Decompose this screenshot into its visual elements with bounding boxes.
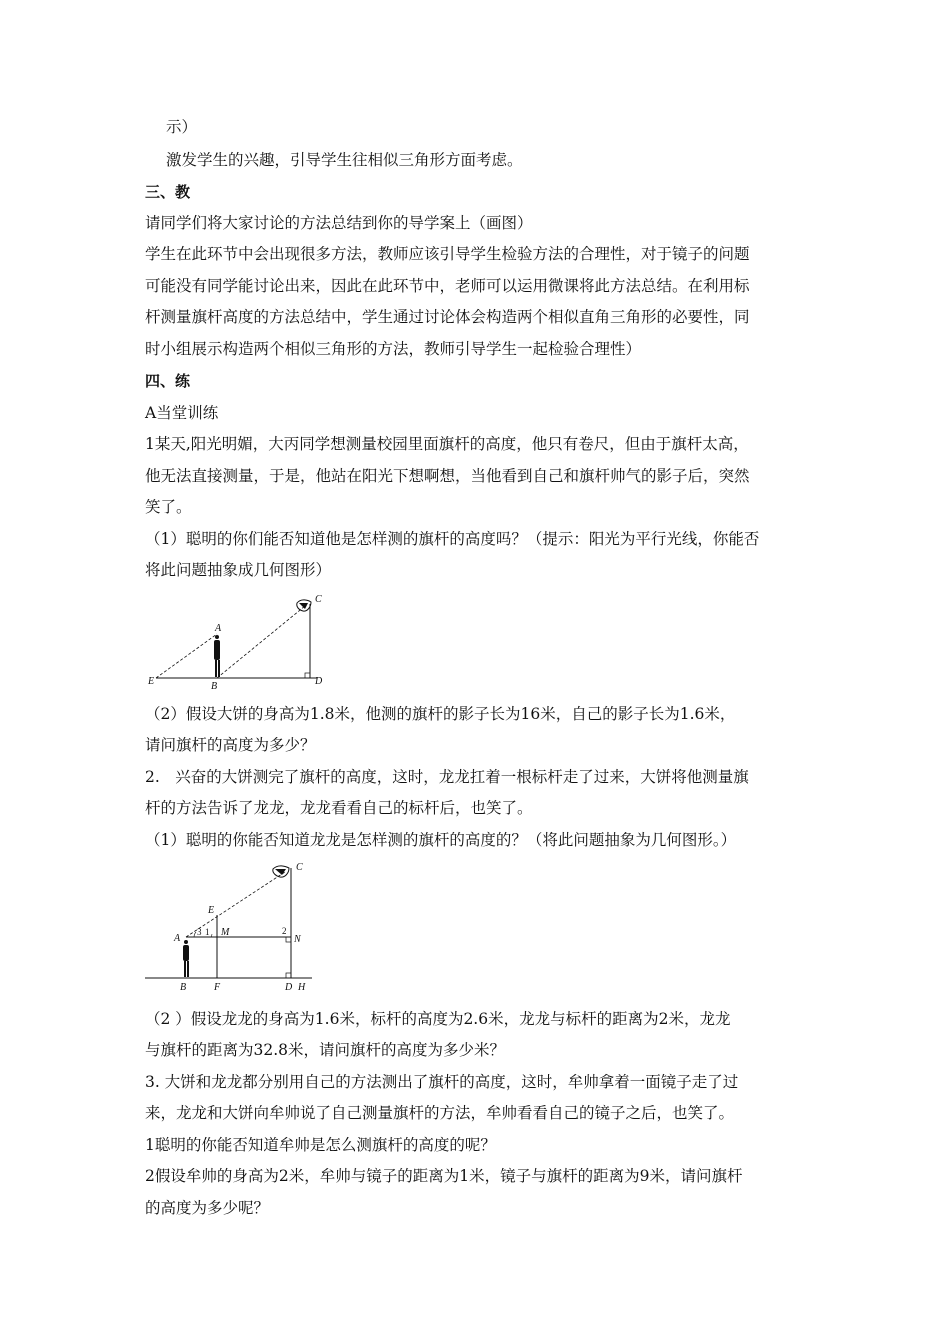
figure-pole-method bbox=[140, 858, 340, 994]
text-line: 笑了。 bbox=[145, 498, 192, 516]
text-line: 激发学生的兴趣，引导学生往相似三角形方面考虑。 bbox=[166, 151, 523, 169]
point-label: C bbox=[315, 594, 322, 605]
text-line: 请同学们将大家讨论的方法总结到你的导学案上（画图） bbox=[145, 214, 533, 232]
text-line: 可能没有同学能讨论出来，因此在此环节中，老师可以运用微课将此方法总结。在利用标 bbox=[145, 277, 750, 295]
text-line: 的高度为多少呢？ bbox=[145, 1199, 270, 1217]
section-heading: 四、练 bbox=[145, 372, 191, 390]
text-line: （1）聪明的你能否知道龙龙是怎样测的旗杆的高度的？（将此问题抽象为几何图形。） bbox=[145, 831, 737, 849]
text-line: （2）假设大饼的身高为1.8米，他测的旗杆的影子长为16米，自己的影子长为1.6米， bbox=[145, 705, 736, 723]
point-label: H bbox=[298, 982, 306, 993]
text-line: 杆测量旗杆高度的方法总结中，学生通过讨论体会构造两个相似直角三角形的必要性，同 bbox=[145, 308, 750, 326]
point-label: D bbox=[285, 982, 293, 993]
text-line: （1）聪明的你们能否知道他是怎样测的旗杆的高度吗？（提示：阳光为平行光线，你能否 bbox=[145, 530, 760, 548]
text-line: A当堂训练 bbox=[145, 404, 219, 422]
text-line: 他无法直接测量，于是，他站在阳光下想啊想，当他看到自己和旗杆帅气的影子后，突然 bbox=[145, 467, 750, 485]
text-line: 示） bbox=[166, 118, 198, 136]
angle-label: 1 bbox=[205, 927, 210, 937]
text-line: 学生在此环节中会出现很多方法，教师应该引导学生检验方法的合理性，对于镜子的问题 bbox=[145, 245, 750, 263]
point-label: C bbox=[296, 862, 303, 873]
text-line: 来，龙龙和大饼向牟帅说了自己测量旗杆的方法，牟帅看看自己的镜子之后，也笑了。 bbox=[145, 1104, 735, 1122]
angle-label: 2 bbox=[282, 926, 287, 936]
text-line: 1某天,阳光明媚，大丙同学想测量校园里面旗杆的高度，他只有卷尺，但由于旗杆太高， bbox=[145, 435, 749, 453]
text-line: 请问旗杆的高度为多少？ bbox=[145, 736, 316, 754]
text-line: 3. 大饼和龙龙都分别用自己的方法测出了旗杆的高度，这时，牟帅拿着一面镜子走了过 bbox=[145, 1073, 739, 1091]
point-label: B bbox=[180, 982, 187, 993]
point-label: A bbox=[174, 933, 181, 944]
text-line: 将此问题抽象成几何图形） bbox=[145, 561, 332, 579]
point-label: A bbox=[215, 623, 222, 634]
text-line: 2假设牟帅的身高为2米，牟帅与镜子的距离为1米，镜子与旗杆的距离为9米，请问旗杆 bbox=[145, 1167, 743, 1185]
text-line: 与旗杆的距离为32.8米，请问旗杆的高度为多少米？ bbox=[145, 1041, 506, 1059]
text-line: 2. 兴奋的大饼测完了旗杆的高度，这时，龙龙扛着一根标杆走了过来，大饼将他测量旗 bbox=[145, 768, 749, 786]
figure-shadow-method bbox=[145, 590, 335, 694]
section-heading: 三、教 bbox=[145, 183, 191, 201]
point-label: B bbox=[211, 681, 218, 692]
text-line: 杆的方法告诉了龙龙，龙龙看看自己的标杆后，也笑了。 bbox=[145, 799, 533, 817]
point-label: D bbox=[315, 676, 323, 687]
angle-label: 3 bbox=[197, 927, 202, 937]
text-line: 时小组展示构造两个相似三角形的方法，教师引导学生一起检验合理性） bbox=[145, 340, 642, 358]
text-line: （2 ）假设龙龙的身高为1.6米，标杆的高度为2.6米，龙龙与标杆的距离为2米，龙龙 bbox=[145, 1010, 731, 1028]
point-label: N bbox=[294, 934, 301, 945]
point-label: F bbox=[214, 982, 221, 993]
point-label: M bbox=[221, 927, 230, 938]
point-label: E bbox=[208, 905, 215, 916]
point-label: E bbox=[148, 676, 155, 687]
text-line: 1聪明的你能否知道牟帅是怎么测旗杆的高度的呢？ bbox=[145, 1136, 496, 1154]
